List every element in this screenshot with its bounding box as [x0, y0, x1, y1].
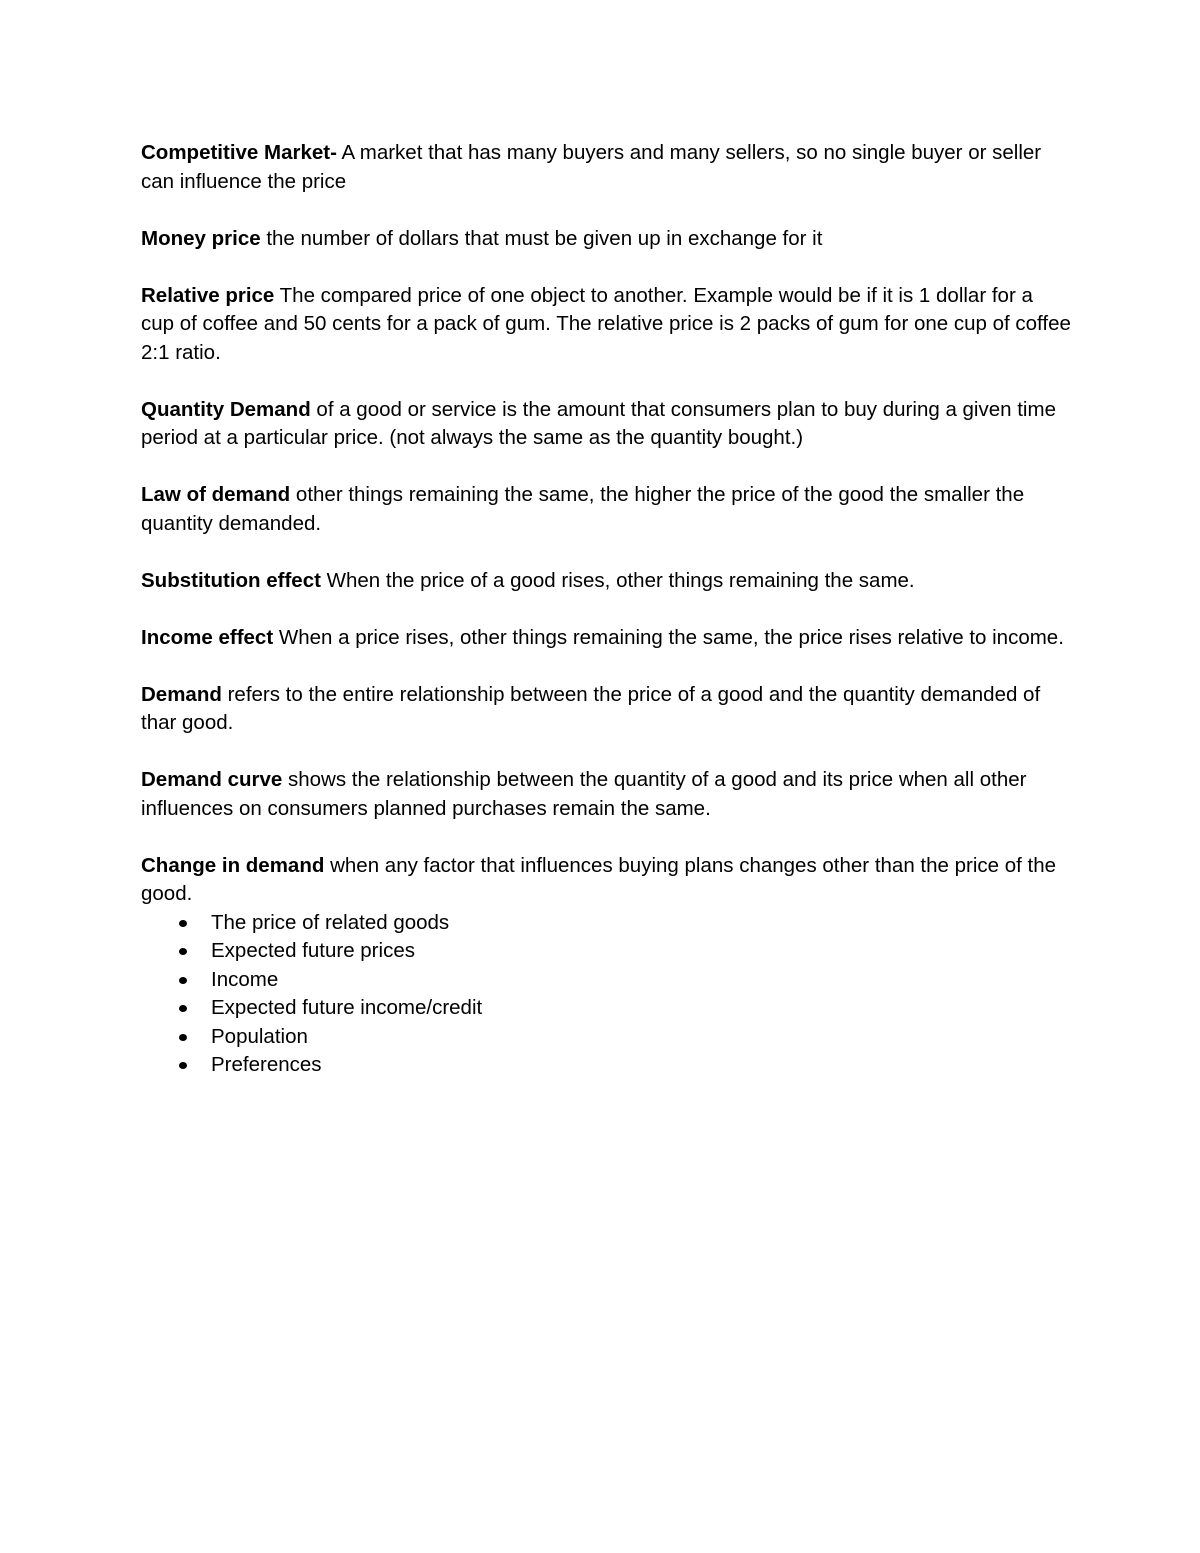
term: Change in demand: [141, 853, 325, 877]
bullet-icon: [179, 948, 187, 955]
list-item: [141, 966, 1071, 995]
bullet-icon: [179, 920, 187, 927]
list-item-text: Population: [211, 1024, 308, 1048]
definition-text: other things remaining the same, the higher the price of the good the smaller the quantity demanded.: [141, 483, 1025, 535]
definition-text: When the price of a good rises, other things remaining the same.: [320, 568, 915, 592]
list-item: [141, 937, 1071, 966]
bullet-icon: [179, 1005, 187, 1012]
list-item: [141, 1023, 1071, 1052]
bullet-icon: [179, 1062, 187, 1069]
term: Substitution effect: [141, 568, 321, 592]
demand-factors-list: [141, 909, 1071, 1080]
term: Demand: [141, 682, 222, 706]
list-item-text: Preferences: [211, 1053, 322, 1076]
definition-text: refers to the entire relationship between the price of a good and the quantity demanded of thar good.: [141, 682, 1041, 734]
definition-demand-curve: [141, 766, 1071, 823]
definition-text: A market that has many buyers and many sellers, so no single buyer or seller can influence the price: [141, 141, 1042, 193]
list-item-text: Income: [211, 967, 279, 991]
list-item: [141, 994, 1071, 1023]
definition-law-of-demand: [141, 481, 1071, 538]
term: Income effect: [141, 625, 274, 649]
definition-text: when any factor that influences buying plans changes other than the price of the good.: [141, 853, 1057, 905]
term: Money price: [141, 226, 261, 250]
list-item-text: The price of related goods: [211, 910, 450, 934]
definition-income-effect: [141, 624, 1071, 653]
list-item: [141, 1051, 1071, 1080]
term: Demand curve: [141, 768, 283, 791]
definition-text: When a price rises, other things remaining the same, the price rises relative to income.: [273, 625, 1064, 649]
definition-quantity-demand: [141, 396, 1071, 453]
bullet-icon: [179, 977, 187, 984]
definition-change-in-demand: [141, 852, 1071, 909]
definition-competitive-market: [141, 139, 1071, 196]
definition-substitution-effect: [141, 567, 1071, 596]
definition-demand: [141, 681, 1071, 738]
list-item-text: Expected future prices: [211, 939, 415, 962]
definition-money-price: [141, 225, 1071, 254]
definition-text: of a good or service is the amount that consumers plan to buy during a given time period at a particular price. (not always the same as the quantity bought.): [141, 397, 1056, 449]
term: Law of demand: [141, 483, 291, 506]
definition-text: shows the relationship between the quantity of a good and its price when all other influences on consumers planned purchases remain the same.: [141, 768, 1027, 820]
definition-text: the number of dollars that must be given up in exchange for it: [260, 226, 823, 250]
list-item-text: Expected future income/credit: [211, 996, 483, 1019]
bullet-icon: [179, 1034, 187, 1041]
term: Relative price: [141, 283, 275, 307]
document-body: [141, 139, 1071, 1080]
definition-text: The compared price of one object to another. Example would be if it is 1 dollar for a cup of coffee and 50 cents for a pack of gum. The relative price is 2 packs of gum for one cup of coffee 2:1 ratio.: [141, 283, 1071, 364]
term: Quantity Demand: [141, 397, 311, 421]
term: Competitive Market-: [141, 141, 337, 164]
definition-relative-price: [141, 282, 1071, 368]
list-item: [141, 909, 1071, 938]
